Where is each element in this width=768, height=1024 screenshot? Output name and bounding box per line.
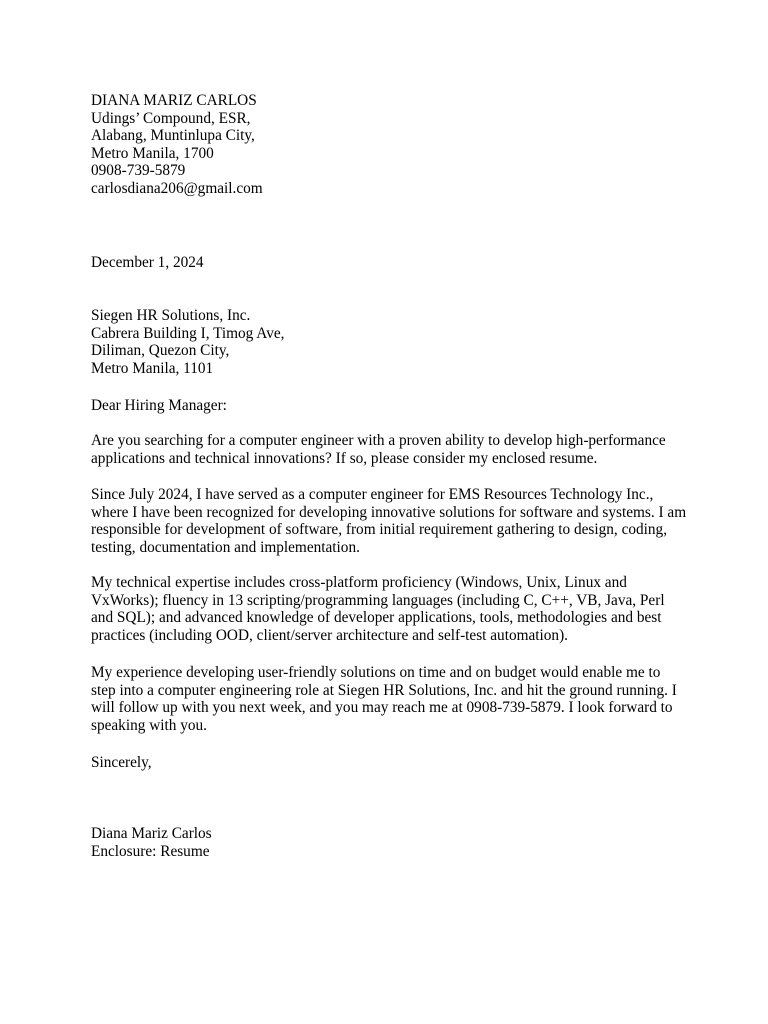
- sender-name: DIANA MARIZ CARLOS: [91, 92, 257, 109]
- body-paragraph-2: [91, 486, 686, 556]
- recipient-company: Siegen HR Solutions, Inc.: [91, 307, 251, 324]
- sender-block: [91, 92, 691, 198]
- body-paragraph-3: [91, 574, 665, 644]
- paragraph-line: My experience developing user-friendly solutions on time and on budget would enable me to: [91, 664, 661, 681]
- paragraph-line: responsible for development of software, from initial requirement gathering to design, coding,: [91, 521, 668, 539]
- recipient-block: [91, 307, 691, 377]
- salutation-text: Dear Hiring Manager:: [91, 397, 227, 414]
- sender-email: carlosdiana206@gmail.com: [91, 179, 263, 197]
- signature-block: [91, 825, 691, 860]
- sender-address-line-3: Metro Manila, 1700: [91, 144, 214, 162]
- salutation: [91, 397, 691, 415]
- recipient-address-line-1: Cabrera Building I, Timog Ave,: [91, 324, 285, 342]
- enclosure-note: Enclosure: Resume: [91, 842, 210, 860]
- paragraph-line: will follow up with you next week, and you may reach me at 0908-739-5879. I look forward to: [91, 699, 673, 717]
- body-paragraph-4: [91, 664, 677, 734]
- letter-date: [91, 254, 691, 272]
- paragraph-line: speaking with you.: [91, 716, 207, 734]
- paragraph-line: Are you searching for a computer engineer with a proven ability to develop high-performance: [91, 432, 666, 449]
- sender-address-line-1: Udings’ Compound, ESR,: [91, 109, 251, 127]
- date-text: December 1, 2024: [91, 254, 204, 271]
- recipient-address-line-3: Metro Manila, 1101: [91, 359, 214, 377]
- sender-phone: 0908-739-5879: [91, 162, 186, 180]
- sender-address-line-2: Alabang, Muntinlupa City,: [91, 127, 255, 145]
- paragraph-line: and SQL); and advanced knowledge of developer applications, tools, methodologies and best: [91, 609, 662, 627]
- recipient-address-line-2: Diliman, Quezon City,: [91, 342, 230, 360]
- body-paragraph-1: [91, 432, 666, 467]
- closing-text: Sincerely,: [91, 754, 152, 771]
- paragraph-line: My technical expertise includes cross-platform proficiency (Windows, Unix, Linux and: [91, 574, 627, 591]
- paragraph-line: Since July 2024, I have served as a computer engineer for EMS Resources Technology Inc.,: [91, 486, 654, 503]
- paragraph-line: testing, documentation and implementation.: [91, 538, 360, 556]
- paragraph-line: applications and technical innovations? If so, please consider my enclosed resume.: [91, 449, 598, 467]
- paragraph-line: where I have been recognized for developing innovative solutions for software and systems. I am: [91, 503, 687, 521]
- signature-name: Diana Mariz Carlos: [91, 825, 212, 842]
- paragraph-line: VxWorks); fluency in 13 scripting/programming languages (including C, C++, VB, Java, Perl: [91, 591, 665, 609]
- paragraph-line: step into a computer engineering role at Siegen HR Solutions, Inc. and hit the ground running. I: [91, 681, 677, 699]
- paragraph-line: practices (including OOD, client/server architecture and self-test automation).: [91, 626, 568, 644]
- closing: [91, 754, 691, 772]
